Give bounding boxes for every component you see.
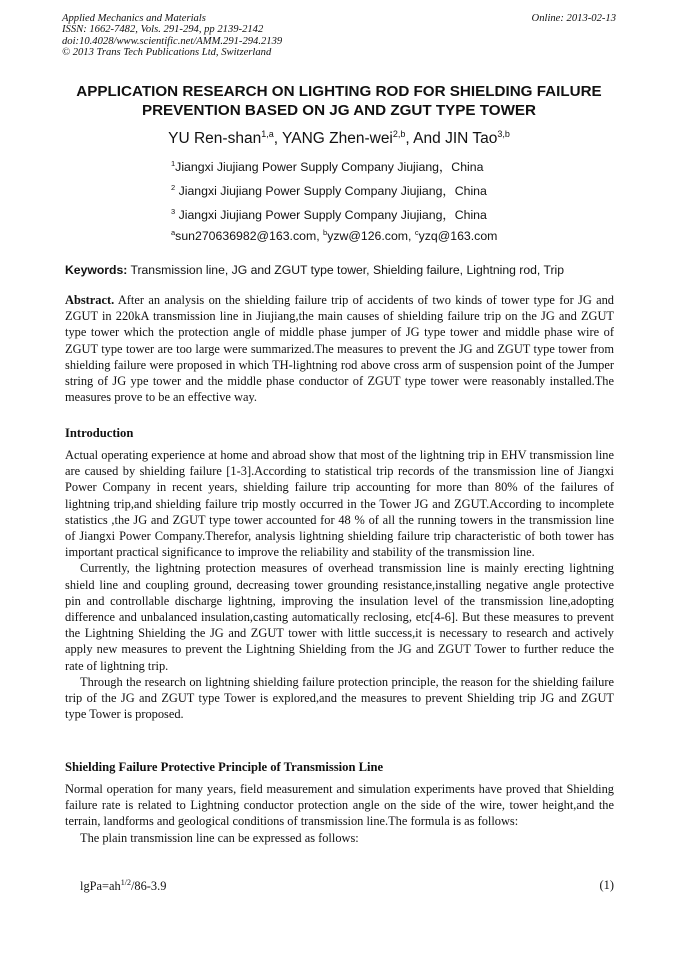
author-sup: 2,b [392,129,406,139]
equation-lhs: lgPa=ah [80,879,121,894]
journal-header [62,13,616,59]
keywords-text: Transmission line, JG and ZGUT type tower, Shielding failure, Lightning rod, Trip [127,263,565,277]
affiliation-2 [171,181,487,199]
author-name: JIN Tao [445,130,498,148]
online-date: Online: 2013-02-13 [531,13,616,24]
doi-line: doi:10.4028/www.scientific.net/AMM.291-294.2139 [62,35,283,47]
author-sup: 3,b [497,129,510,139]
issn-line: ISSN: 1662-7482, Vols. 291-294, pp 2139-2142 [62,24,264,36]
author-sup: 1,a [261,129,274,139]
abstract-text: After an analysis on the shielding failure trip of accidents of two kinds of tower type for JG and ZGUT in 220kA transmission line in Jiujiang,the main causes of shielding failure trip on the JG and ZGUT type tower which the protection angle of middle phase jumper of JG type tower and middle phase wire of ZGUT type tower are too large were summarized.The measures to prevent the JG and ZGUT type tower from shielding failure were proposed in which TH-lightning rod above cross arm of suspension point of the Jumper string of JG ype tower and the middle phase conductor of ZGUT type tower were reasonably installed.The measures prove to be an effective way. [65,293,614,405]
title-line-1: APPLICATION RESEARCH ON LIGHTING ROD FOR SHIELDING FAILURE [76,83,602,100]
email-sup: b [323,228,328,237]
section-body [65,781,614,846]
section-paragraph-2: The plain transmission line can be expressed as follows: [80,830,359,845]
affiliation-sup: 3 [171,206,176,216]
section-paragraph-1: Normal operation for many years, field measurement and simulation experiments have proved that Shielding failure rate is related to Lightning conductor protection angle on the side of the wire, tower height,and the terrain, landforms and geological conditions of transmission line.The formula is as follows: [65,782,614,829]
email-sup: a [171,228,176,237]
section-heading: Shielding Failure Protective Principle of Transmission Line [65,760,384,774]
introduction-heading: Introduction [65,426,134,440]
affiliation-sup: 2 [171,182,176,192]
introduction-paragraph-2: Currently, the lightning protection measures of overhead transmission line is mainly erecting lightning shield line and coupling ground, decreasing tower grounding resistance,installing negative angle protective pin and controllable discharge lightning, improving the insulation level of the transmission line,adopting difference and unbalanced insulation,casting automatically reclosing, etc[4-6]. But these measures to prevent the Lightning Shielding the JG and ZGUT tower with little success,it is necessary to research and actively apply new measures to prevent the Lightning Shielding from the JG and ZGUT Tower to further reduce the rate of lightning trip. [65,561,614,673]
author-name: YU Ren-shan [168,130,262,148]
email-sup: c [414,228,419,237]
journal-name: Applied Mechanics and Materials [62,13,206,24]
equation-number: (1) [599,878,614,892]
author-separator: , And [405,130,446,148]
introduction-body [65,447,614,722]
affiliation-text: Jiangxi Jiujiang Power Supply Company Jiujiang，China [175,184,487,198]
abstract-paragraph [65,292,614,405]
keywords-label: Keywords: [65,263,128,277]
email-text: yzq@163.com [418,229,498,244]
abstract [65,292,614,405]
affiliation-1 [171,157,483,175]
keywords [65,263,615,277]
affiliation-text: Jiangxi Jiujiang Power Supply Company Jiujiang，China [175,160,484,174]
affiliation-3 [171,205,487,223]
author-separator: , [273,130,283,148]
affiliation-text: Jiangxi Jiujiang Power Supply Company Jiujiang，China [175,208,487,222]
paper-title [40,82,638,120]
author-name: YANG Zhen-wei [282,130,393,148]
equation-exponent: 1/2 [120,878,131,887]
email-text: sun270636982@163.com, [175,229,324,244]
introduction-paragraph-1: Actual operating experience at home and abroad show that most of the lightning trip in EHV transmission line are caused by shielding failure [1-3].According to statistical trip records of the transmission line of Jiangxi Power Company in recent years, shielding failure trip accounting for more than 80% of the failures of lightning trip,and shielding failure trip mostly occurred in the Tower JG and ZGUT.According to incomplete statistics ,the JG and ZGUT type tower accounted for 48 % of all the running towers in the transmission line of Jiangxi Power Company.Therefor, analysis lightning shielding failure trip characteristic of both tower has important practical significance to improve the reliability and stability of the transmission line. [65,448,614,560]
email-text: yzw@126.com, [327,229,415,244]
author-list [40,129,638,148]
email-line [171,228,497,243]
equation-1 [80,878,614,894]
introduction-paragraph-3: Through the research on lightning shielding failure protection principle, the reason for the shielding failure trip of the JG and ZGUT type Tower is explored,and the measures to prevent Shielding trip JG and ZGUT type Tower is proposed. [65,674,614,722]
abstract-label: Abstract. [65,293,115,307]
copyright-line: © 2013 Trans Tech Publications Ltd, Switzerland [62,47,272,59]
equation-rhs: /86-3.9 [130,879,167,894]
affiliation-sup: 1 [171,158,176,168]
title-line-2: PREVENTION BASED ON JG AND ZGUT TYPE TOWER [141,102,537,119]
